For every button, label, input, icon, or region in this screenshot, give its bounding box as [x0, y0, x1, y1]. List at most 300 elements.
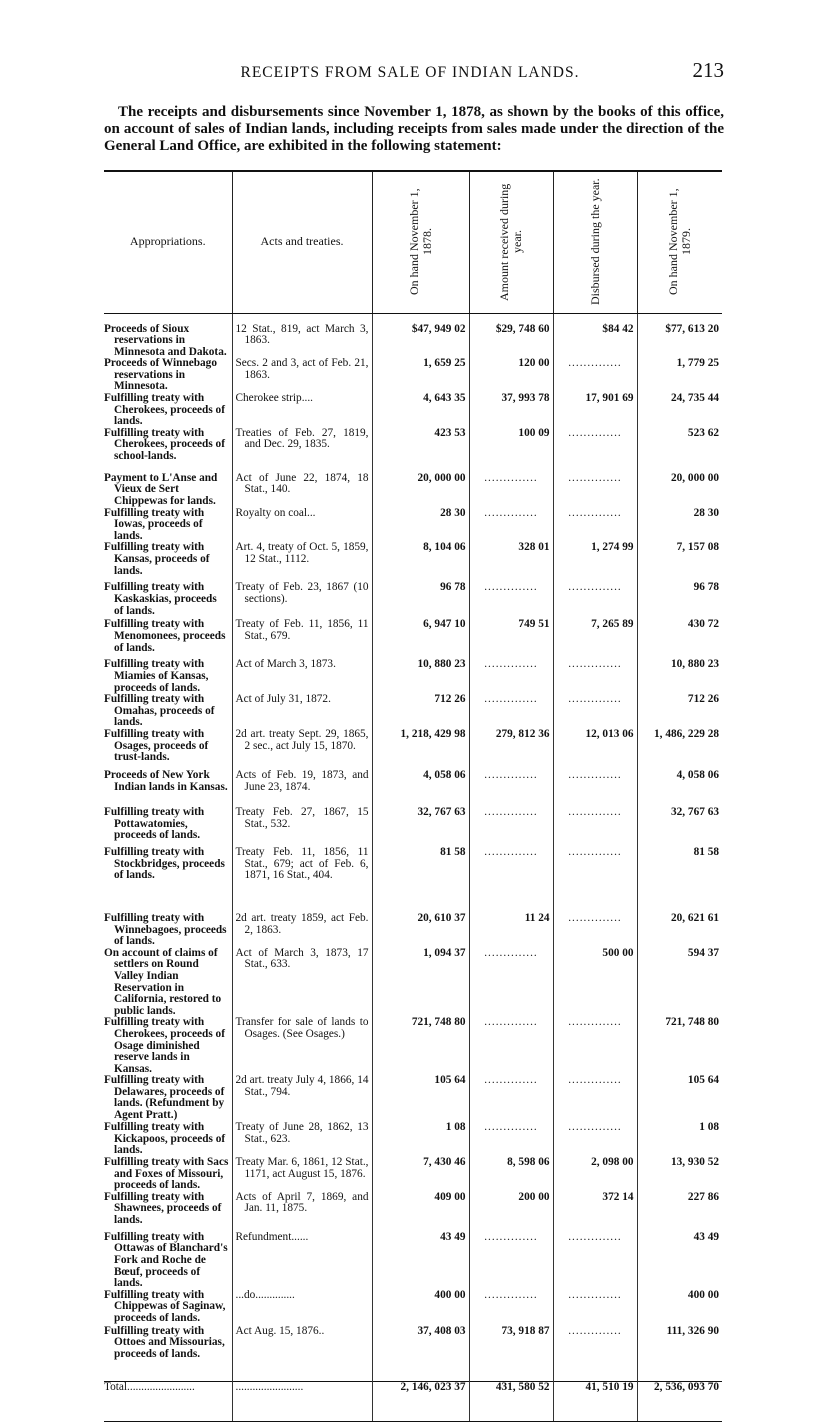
act-cell-text: Act Aug. 15, 1876.. [235, 1325, 325, 1337]
appropriation-cell-text: Fulfilling treaty with Omahas, proceeds of lands. [104, 694, 215, 729]
header-received: Amount received during year. [497, 183, 524, 301]
table-row [104, 1017, 722, 1075]
received-cell-text: .............. [484, 1289, 538, 1301]
table-row [104, 1326, 722, 1382]
on-hand-1879-cell [637, 913, 722, 948]
disbursed-cell [553, 428, 637, 473]
received-cell [469, 473, 553, 508]
received-cell-text: $29, 748 60 [495, 322, 550, 335]
on-hand-1879-cell-text: 24, 735 44 [670, 393, 719, 405]
table-row [104, 694, 722, 729]
table-row [104, 1290, 722, 1326]
on-hand-1878-cell [372, 1122, 469, 1157]
received-cell [469, 1075, 553, 1122]
received-cell [469, 1192, 553, 1232]
table-row [104, 1157, 722, 1192]
disbursed-cell-text: .............. [568, 1231, 622, 1243]
act-cell-text: Act of March 3, 1873, 17 Stat., 633. [235, 947, 369, 971]
on-hand-1879-cell-text: 594 37 [687, 947, 719, 959]
act-cell [232, 847, 372, 913]
appropriation-cell [104, 948, 232, 1018]
act-cell [232, 1192, 372, 1232]
received-cell-text: .............. [484, 806, 538, 818]
on-hand-1878-cell-text: 32, 767 63 [417, 806, 466, 818]
on-hand-1879-cell-text: 43 49 [693, 1231, 719, 1243]
on-hand-1879-cell-text: 10, 880 23 [670, 659, 719, 671]
on-hand-1879-cell-text: 712 26 [687, 694, 719, 706]
act-cell [232, 358, 372, 393]
disbursed-cell-text: .............. [568, 806, 622, 818]
appropriation-cell [104, 1017, 232, 1075]
table-row [104, 807, 722, 847]
on-hand-1878-cell-text: 4, 058 06 [423, 769, 466, 781]
on-hand-1879-cell [637, 313, 722, 358]
act-cell [232, 694, 372, 729]
on-hand-1878-cell-text: 8, 104 06 [423, 542, 466, 554]
on-hand-1878-cell [372, 1017, 469, 1075]
appropriation-cell-text: Fulfilling treaty with Kickapoos, proceeds of lands. [104, 1122, 226, 1157]
header-acts-and-treaties: Acts and treaties. [232, 171, 372, 313]
act-cell [232, 582, 372, 619]
appropriation-cell-text: Fulfilling treaty with Ottawas of Blanchard's Fork and Roche de Bœuf, proceeds of lands. [104, 1231, 228, 1290]
appropriation-cell [104, 1157, 232, 1192]
on-hand-1879-cell [637, 1122, 722, 1157]
received-cell-text: 100 09 [518, 427, 550, 439]
received-cell [469, 1122, 553, 1157]
appropriation-cell-text: Fulfilling treaty with Winnebagoes, proceeds of lands. [104, 912, 227, 948]
on-hand-1879-cell [637, 1232, 722, 1290]
on-hand-1878-cell [372, 1192, 469, 1232]
act-cell-text: Treaties of Feb. 27, 1819, and Dec. 29, 1835. [235, 427, 369, 451]
disbursed-cell-text: .............. [568, 472, 622, 484]
appropriation-cell-text: Fulfilling treaty with Kaskaskias, proceeds of lands. [104, 582, 217, 617]
on-hand-1879-cell [637, 358, 722, 393]
disbursed-cell [553, 948, 637, 1018]
act-cell-text: Treaty of Feb. 23, 1867 (10 sections). [235, 582, 369, 605]
header-on-hand-1878: On hand November 1, 1878. [406, 188, 434, 296]
act-cell-text: 2d art. treaty Sept. 29, 1865, 2 sec., act July 15, 1870. [235, 728, 369, 752]
on-hand-1878-cell [372, 542, 469, 582]
total-on-hand-1879-cell [637, 1382, 722, 1422]
appropriation-cell-text: Fulfilling treaty with Miamies of Kansas, proceeds of lands. [104, 659, 209, 694]
received-cell [469, 508, 553, 543]
received-cell-text: 749 51 [518, 619, 550, 631]
disbursed-cell [553, 508, 637, 543]
disbursed-cell [553, 694, 637, 729]
received-cell-text: .............. [484, 694, 538, 706]
on-hand-1878-cell [372, 1290, 469, 1326]
on-hand-1879-cell [637, 619, 722, 659]
disbursed-cell-text: .............. [568, 358, 622, 370]
total-row [104, 1382, 722, 1422]
on-hand-1878-cell-text: 1 08 [445, 1122, 466, 1134]
on-hand-1879-cell-text: 1, 779 25 [676, 358, 719, 370]
act-cell [232, 619, 372, 659]
on-hand-1879-cell-text: 227 86 [687, 1191, 719, 1203]
act-cell-text: ...do.............. [235, 1289, 295, 1301]
act-cell [232, 1075, 372, 1122]
act-cell [232, 770, 372, 807]
total-label-cell-text: Total........................ [104, 1381, 195, 1394]
disbursed-cell [553, 807, 637, 847]
on-hand-1878-cell-text: 423 53 [434, 427, 466, 439]
disbursed-cell [553, 582, 637, 619]
on-hand-1878-cell [372, 847, 469, 913]
on-hand-1878-cell [372, 913, 469, 948]
disbursed-cell-text: .............. [568, 912, 622, 924]
received-cell [469, 358, 553, 393]
on-hand-1879-cell [637, 428, 722, 473]
appropriation-cell [104, 694, 232, 729]
total-disbursed-cell [553, 1382, 637, 1422]
on-hand-1878-cell [372, 807, 469, 847]
on-hand-1879-cell-text: 4, 058 06 [676, 769, 719, 781]
table-row [104, 313, 722, 358]
appropriation-cell [104, 619, 232, 659]
on-hand-1878-cell-text: $47, 949 02 [411, 322, 466, 335]
appropriation-cell [104, 393, 232, 428]
disbursed-cell-text: .............. [568, 427, 622, 439]
appropriation-cell [104, 1326, 232, 1382]
act-cell [232, 473, 372, 508]
on-hand-1879-cell [637, 473, 722, 508]
on-hand-1879-cell [637, 1017, 722, 1075]
receipts-statement-table [104, 170, 722, 1422]
received-cell-text: .............. [484, 1075, 538, 1087]
on-hand-1878-cell-text: 20, 000 00 [417, 472, 466, 484]
table-header-row [104, 171, 722, 313]
disbursed-cell [553, 659, 637, 694]
act-cell-text: Act of July 31, 1872. [235, 694, 331, 706]
table-row [104, 729, 722, 770]
table-row [104, 847, 722, 913]
table-row [104, 542, 722, 582]
appropriation-cell [104, 1075, 232, 1122]
act-cell [232, 1290, 372, 1326]
on-hand-1878-cell [372, 619, 469, 659]
appropriation-cell-text: Fulfilling treaty with Iowas, proceeds of lands. [104, 507, 205, 542]
appropriation-cell [104, 847, 232, 913]
table-row [104, 428, 722, 473]
on-hand-1878-cell [372, 1157, 469, 1192]
on-hand-1879-cell [637, 1290, 722, 1326]
act-cell [232, 508, 372, 543]
appropriation-cell [104, 1232, 232, 1290]
disbursed-cell-text: 12, 013 06 [585, 728, 634, 740]
act-cell-text: 2d art. treaty July 4, 1866, 14 Stat., 794. [235, 1075, 369, 1098]
disbursed-cell [553, 393, 637, 428]
received-cell [469, 1232, 553, 1290]
disbursed-cell [553, 1075, 637, 1122]
disbursed-cell [553, 1290, 637, 1326]
appropriation-cell [104, 729, 232, 770]
on-hand-1879-cell-text: 1, 486, 229 28 [654, 728, 719, 740]
act-cell [232, 542, 372, 582]
on-hand-1878-cell-text: 4, 643 35 [423, 393, 466, 405]
received-cell-text: 200 00 [518, 1191, 550, 1203]
received-cell [469, 1157, 553, 1192]
on-hand-1879-cell-text: 430 72 [687, 619, 719, 631]
received-cell-text: .............. [484, 1231, 538, 1243]
disbursed-cell-text: .............. [568, 846, 622, 858]
total-act-cell-text: ........................ [235, 1381, 304, 1394]
on-hand-1879-cell [637, 659, 722, 694]
act-cell-text: Refundment...... [235, 1231, 309, 1243]
intro-paragraph: The receipts and disbursements since November 1, 1878, as shown by the books of this office, on account of sales of Indian lands, including receipts from sales made under the direction of the General Land Office, are exhibited in the following statement: [104, 104, 724, 154]
act-cell-text: Acts of April 7, 1869, and Jan. 11, 1875. [235, 1191, 369, 1215]
on-hand-1878-cell-text: 1, 659 25 [423, 358, 466, 370]
disbursed-cell [553, 770, 637, 807]
received-cell-text: .............. [484, 769, 538, 781]
on-hand-1878-cell-text: 10, 880 23 [417, 659, 466, 671]
received-cell [469, 659, 553, 694]
header-on-hand-1879: On hand November 1, 1879. [665, 188, 693, 296]
received-cell-text: .............. [484, 1122, 538, 1134]
received-cell-text: .............. [484, 507, 538, 519]
table-row [104, 1192, 722, 1232]
on-hand-1878-cell-text: 712 26 [434, 694, 466, 706]
received-cell [469, 1017, 553, 1075]
on-hand-1878-cell-text: 20, 610 37 [417, 912, 466, 924]
on-hand-1879-cell [637, 1157, 722, 1192]
appropriation-cell [104, 473, 232, 508]
disbursed-cell-text: .............. [568, 507, 622, 519]
on-hand-1878-cell-text: 409 00 [434, 1191, 466, 1203]
on-hand-1878-cell [372, 473, 469, 508]
appropriation-cell-text: Proceeds of Winnebago reservations in Minnesota. [104, 358, 217, 393]
received-cell-text: 279, 812 36 [495, 728, 550, 740]
appropriation-cell-text: Fulfilling treaty with Menomonees, proceeds of lands. [104, 619, 226, 654]
disbursed-cell [553, 1122, 637, 1157]
table-row [104, 659, 722, 694]
appropriation-cell-text: Fulfilling treaty with Osages, proceeds of trust-lands. [104, 728, 209, 764]
received-cell [469, 542, 553, 582]
total-received-cell [469, 1382, 553, 1422]
disbursed-cell-text: 2, 098 00 [591, 1157, 634, 1169]
appropriation-cell [104, 1122, 232, 1157]
on-hand-1879-cell [637, 694, 722, 729]
appropriation-cell [104, 1192, 232, 1232]
on-hand-1878-cell-text: 1, 218, 429 98 [400, 728, 466, 740]
on-hand-1879-cell [637, 508, 722, 543]
on-hand-1878-cell [372, 582, 469, 619]
act-cell-text: Secs. 2 and 3, act of Feb. 21, 1863. [235, 358, 369, 381]
act-cell-text: 12 Stat., 819, act March 3, 1863. [235, 322, 369, 347]
on-hand-1879-cell-text: 20, 621 61 [670, 912, 719, 924]
disbursed-cell-text: 7, 265 89 [591, 619, 634, 631]
total-received-cell-text: 431, 580 52 [495, 1381, 550, 1394]
on-hand-1878-cell-text: 28 30 [440, 507, 466, 519]
act-cell [232, 1232, 372, 1290]
received-cell [469, 913, 553, 948]
disbursed-cell [553, 847, 637, 913]
appropriation-cell-text: Fulfilling treaty with Cherokees, proceeds of Osage diminished reserve lands in Kansas. [104, 1017, 225, 1075]
on-hand-1878-cell [372, 313, 469, 358]
received-cell-text: 73, 918 87 [501, 1325, 550, 1337]
on-hand-1879-cell-text: 81 58 [693, 846, 719, 858]
received-cell-text: .............. [484, 846, 538, 858]
table-row [104, 1075, 722, 1122]
on-hand-1879-cell [637, 770, 722, 807]
table-row [104, 393, 722, 428]
received-cell [469, 582, 553, 619]
act-cell-text: Royalty on coal... [235, 507, 316, 519]
received-cell [469, 694, 553, 729]
disbursed-cell [553, 1157, 637, 1192]
table-row [104, 582, 722, 619]
disbursed-cell [553, 1232, 637, 1290]
disbursed-cell-text: .............. [568, 582, 622, 594]
disbursed-cell-text: .............. [568, 659, 622, 671]
act-cell [232, 948, 372, 1018]
disbursed-cell-text: .............. [568, 1325, 622, 1337]
disbursed-cell-text: 372 14 [602, 1191, 634, 1203]
header-on-hand-1879-cell [637, 171, 722, 313]
appropriation-cell-text: Fulfilling treaty with Ottoes and Missourias, proceeds of lands. [104, 1325, 225, 1360]
received-cell [469, 729, 553, 770]
on-hand-1879-cell [637, 948, 722, 1018]
header-disbursed-cell [553, 171, 637, 313]
act-cell-text: Transfer for sale of lands to Osages. (See Osages.) [235, 1017, 369, 1040]
appropriation-cell [104, 508, 232, 543]
appropriation-cell [104, 807, 232, 847]
act-cell [232, 659, 372, 694]
on-hand-1879-cell-text: 28 30 [693, 507, 719, 519]
disbursed-cell [553, 542, 637, 582]
on-hand-1879-cell-text: 400 00 [687, 1289, 719, 1301]
on-hand-1879-cell [637, 729, 722, 770]
received-cell [469, 770, 553, 807]
on-hand-1878-cell-text: 43 49 [440, 1231, 466, 1243]
on-hand-1878-cell [372, 1326, 469, 1382]
on-hand-1878-cell [372, 508, 469, 543]
appropriation-cell-text: Fulfilling treaty with Cherokees, proceeds of school-lands. [104, 427, 225, 463]
act-cell [232, 807, 372, 847]
on-hand-1879-cell [637, 847, 722, 913]
on-hand-1878-cell [372, 358, 469, 393]
received-cell [469, 313, 553, 358]
table-row [104, 948, 722, 1018]
disbursed-cell [553, 1017, 637, 1075]
disbursed-cell-text: 17, 901 69 [585, 393, 634, 405]
act-cell [232, 393, 372, 428]
received-cell-text: .............. [484, 947, 538, 959]
on-hand-1879-cell-text: 523 62 [687, 427, 719, 439]
running-title: RECEIPTS FROM SALE OF INDIAN LANDS. [240, 64, 580, 81]
appropriation-cell [104, 770, 232, 807]
table-row [104, 358, 722, 393]
appropriation-cell [104, 1290, 232, 1326]
received-cell-text: .............. [484, 582, 538, 594]
on-hand-1879-cell [637, 807, 722, 847]
disbursed-cell-text: 500 00 [602, 947, 634, 959]
appropriation-cell-text: Proceeds of Sioux reservations in Minnesota and Dakota. [104, 322, 227, 358]
table-row [104, 619, 722, 659]
appropriation-cell [104, 428, 232, 473]
on-hand-1879-cell [637, 542, 722, 582]
on-hand-1879-cell-text: 32, 767 63 [670, 806, 719, 818]
disbursed-cell [553, 619, 637, 659]
on-hand-1879-cell-text: 13, 930 52 [670, 1157, 719, 1169]
on-hand-1878-cell-text: 96 78 [440, 582, 466, 594]
on-hand-1878-cell [372, 659, 469, 694]
received-cell [469, 807, 553, 847]
act-cell [232, 913, 372, 948]
appropriation-cell [104, 358, 232, 393]
on-hand-1878-cell-text: 6, 947 10 [423, 619, 466, 631]
received-cell [469, 393, 553, 428]
act-cell [232, 729, 372, 770]
received-cell [469, 847, 553, 913]
on-hand-1878-cell-text: 7, 430 46 [423, 1157, 466, 1169]
on-hand-1878-cell-text: 1, 094 37 [423, 947, 466, 959]
on-hand-1878-cell [372, 1232, 469, 1290]
act-cell-text: Treaty of Feb. 11, 1856, 11 Stat., 679. [235, 619, 369, 642]
act-cell-text: Treaty Feb. 11, 1856, 11 Stat., 679; act of Feb. 6, 1871, 16 Stat., 404. [235, 846, 369, 882]
act-cell [232, 1122, 372, 1157]
act-cell-text: Act of June 22, 1874, 18 Stat., 140. [235, 472, 369, 496]
appropriation-cell-text: Fulfilling treaty with Sacs and Foxes of Missouri, proceeds of lands. [104, 1157, 229, 1192]
on-hand-1879-cell [637, 582, 722, 619]
disbursed-cell [553, 358, 637, 393]
act-cell-text: Treaty Feb. 27, 1867, 15 Stat., 532. [235, 806, 369, 830]
table-row [104, 508, 722, 543]
on-hand-1879-cell-text: 721, 748 80 [665, 1017, 719, 1029]
disbursed-cell [553, 313, 637, 358]
on-hand-1879-cell [637, 393, 722, 428]
on-hand-1879-cell-text: 1 08 [699, 1122, 719, 1134]
appropriation-cell [104, 542, 232, 582]
disbursed-cell [553, 1326, 637, 1382]
appropriation-cell-text: Fulfilling treaty with Kansas, proceeds of lands. [104, 542, 210, 577]
appropriation-cell-text: Fulfilling treaty with Chippewas of Saginaw, proceeds of lands. [104, 1289, 226, 1324]
on-hand-1878-cell [372, 770, 469, 807]
appropriation-cell [104, 582, 232, 619]
act-cell-text: Art. 4, treaty of Oct. 5, 1859, 12 Stat., 1112. [235, 542, 369, 565]
on-hand-1879-cell [637, 1075, 722, 1122]
table-row [104, 770, 722, 807]
total-on-hand-1878-cell [372, 1382, 469, 1422]
appropriation-cell-text: Proceeds of New York Indian lands in Kansas. [104, 769, 228, 793]
appropriation-cell-text: Payment to L'Anse and Vieux de Sert Chippewas for lands. [104, 472, 218, 508]
disbursed-cell [553, 473, 637, 508]
on-hand-1879-cell-text: 7, 157 08 [676, 542, 719, 554]
on-hand-1878-cell [372, 428, 469, 473]
act-cell-text: 2d art. treaty 1859, act Feb. 2, 1863. [235, 912, 369, 936]
disbursed-cell [553, 729, 637, 770]
received-cell [469, 948, 553, 1018]
on-hand-1878-cell [372, 694, 469, 729]
disbursed-cell-text: 1, 274 99 [591, 542, 634, 554]
appropriation-cell [104, 313, 232, 358]
on-hand-1879-cell [637, 1326, 722, 1382]
on-hand-1879-cell-text: 20, 000 00 [670, 472, 719, 484]
act-cell-text: Cherokee strip.... [235, 393, 313, 405]
appropriation-cell [104, 913, 232, 948]
on-hand-1878-cell-text: 81 58 [440, 846, 466, 858]
disbursed-cell-text: .............. [568, 694, 622, 706]
header-on-hand-1878-cell [372, 171, 469, 313]
appropriation-cell-text: Fulfilling treaty with Cherokees, proceeds of lands. [104, 393, 225, 428]
act-cell [232, 428, 372, 473]
act-cell-text: Treaty Mar. 6, 1861, 12 Stat., 1171, act August 15, 1876. [235, 1157, 369, 1180]
act-cell-text: Treaty of June 28, 1862, 13 Stat., 623. [235, 1122, 369, 1145]
act-cell [232, 1157, 372, 1192]
received-cell-text: 328 01 [518, 542, 550, 554]
received-cell-text: .............. [484, 1017, 538, 1029]
received-cell-text: .............. [484, 472, 538, 484]
appropriation-cell-text: Fulfilling treaty with Delawares, proceeds of lands. (Refundment by Agent Pratt.) [104, 1075, 225, 1122]
